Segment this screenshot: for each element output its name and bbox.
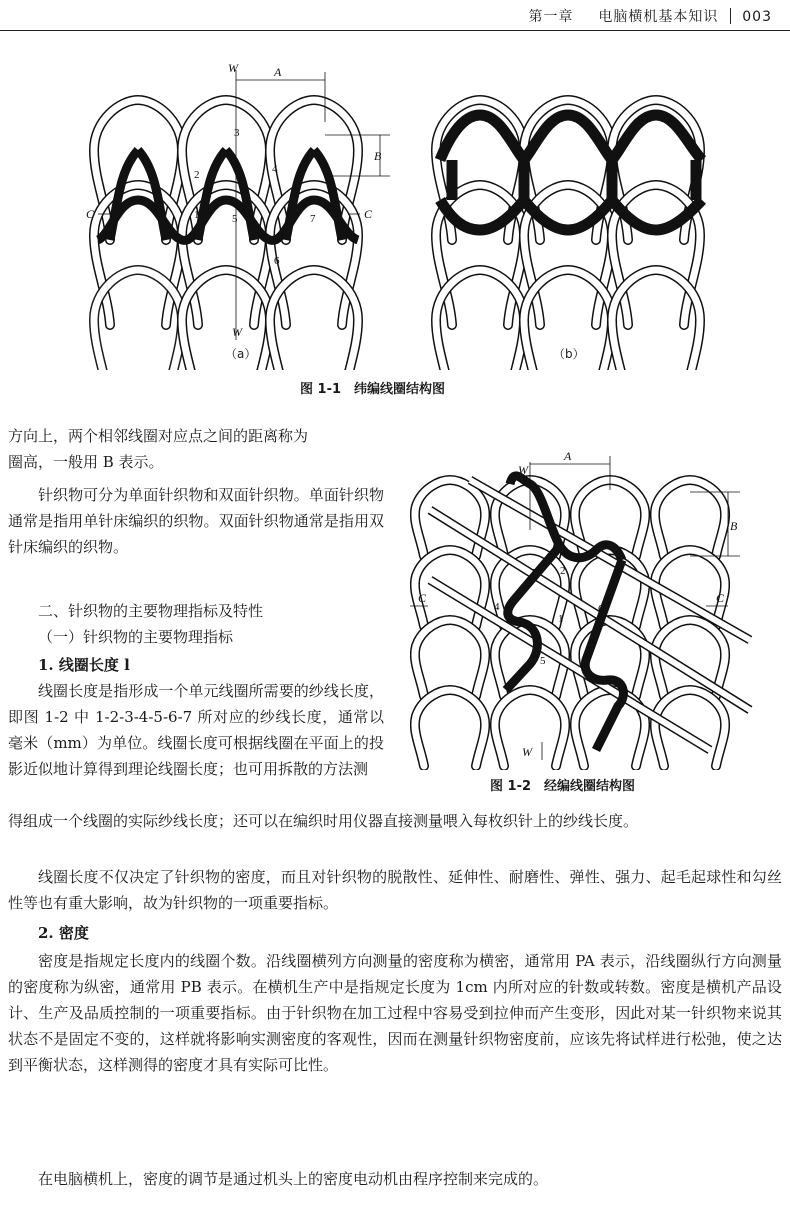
section-heading-2: 二、针织物的主要物理指标及特性 xyxy=(38,602,264,620)
fig2-label-1: 1 xyxy=(558,613,564,625)
paragraph-1-line-1: 方向上，两个相邻线圈对应点之间的距离称为 xyxy=(8,427,309,445)
figure-1-1b-diagram xyxy=(436,100,702,370)
fig1-label-3: 3 xyxy=(234,127,240,139)
figure-1-2-diagram xyxy=(410,450,750,766)
header-chapter: 第一章 xyxy=(528,9,574,25)
paragraph-5: 密度是指规定长度内的线圈个数。沿线圈横列方向测量的密度称为横密，通常用 PA 表示，沿线圈纵行方向测量的密度称为纵密，通常用 PB 表示。在横机生产中是指规定长度为 1cm 内所对应的针数或转数。密度是横机产品设计、生产及品质控制的一项重要指标。由于针织物在加工过程中容易受到拉伸而产生变形，因此对某一针织物来说其状态不是固定不变的，这样就将影响实测密度的客观性，因而在测量针织物密度前，应该先将试样进行松弛，使之达到平衡状态，这样测得的密度才具有实际可比性。 xyxy=(8,952,782,1074)
fig1-label-c-left: C xyxy=(86,207,95,221)
fig1-label-7: 7 xyxy=(310,213,316,225)
figure-1-1a-label: （a） xyxy=(225,347,257,361)
fig2-label-4: 4 xyxy=(494,601,500,613)
item-heading-2: 2. 密度 xyxy=(38,924,89,942)
fig1-label-a: A xyxy=(274,65,282,79)
fig2-label-c-right: C xyxy=(716,591,725,605)
header-text xyxy=(528,6,772,26)
figure-1-1-caption: 图 1-1 纬编线圈结构图 xyxy=(300,382,446,397)
fig1-label-c-right: C xyxy=(364,207,373,221)
header-divider xyxy=(730,8,731,24)
figure-1-1 xyxy=(60,50,740,370)
fig2-label-5: 5 xyxy=(540,655,546,667)
fig1-label-b: B xyxy=(374,149,382,163)
fig1-label-w-bottom: W xyxy=(232,325,242,339)
fig2-label-3: 3 xyxy=(532,567,538,579)
paragraph-1-line-2: 圈高，一般用 B 表示。 xyxy=(8,453,164,471)
fig2-label-w-bottom: W xyxy=(522,745,532,759)
paragraph-2: 针织物可分为单面针织物和双面针织物。单面针织物通常是指用单针床编织的织物。双面针织物通常是指用双针床编织的织物。 xyxy=(8,486,384,556)
figure-1-1a-diagram xyxy=(86,61,390,370)
fig2-label-6: 6 xyxy=(598,603,604,615)
fig1-label-w-top: W xyxy=(228,61,238,75)
paragraph-6: 在电脑横机上，密度的调节是通过机头上的密度电动机由程序控制来完成的。 xyxy=(38,1170,549,1188)
figure-1-2-caption: 图 1-2 经编线圈结构图 xyxy=(490,779,636,794)
page-number: 003 xyxy=(742,9,772,25)
fig1-label-5: 5 xyxy=(232,213,238,225)
header-title: 电脑横机基本知识 xyxy=(598,9,719,25)
fig2-label-c-left: C xyxy=(418,591,427,605)
fig2-label-2: 2 xyxy=(560,565,566,577)
paragraph-4: 线圈长度不仅决定了针织物的密度，而且对针织物的脱散性、延伸性、耐磨性、弹性、强力、起毛起球性和勾丝性等也有重大影响，故为针织物的一项重要指标。 xyxy=(8,868,782,912)
fig1-label-1: 1 xyxy=(194,209,200,221)
paragraph-3-continued: 得组成一个线圈的实际纱线长度；还可以在编织时用仪器直接测量喂入每枚织针上的纱线长度。 xyxy=(8,812,639,830)
figure-1-2 xyxy=(410,450,770,770)
figure-1-1b-label: （b） xyxy=(553,347,585,361)
fig1-label-6: 6 xyxy=(274,255,280,267)
fig1-label-4: 4 xyxy=(272,163,278,175)
fig2-label-b: B xyxy=(730,519,738,533)
page-header xyxy=(0,0,790,31)
paragraph-3: 线圈长度是指形成一个单元线圈所需要的纱线长度，即图 1-2 中 1-2-3-4-5-6-7 所对应的纱线长度，通常以毫米（mm）为单位。线圈长度可根据线圈在平面上的投影近似地计算得到理论线圈长度；也可用拆散的方法测 xyxy=(8,682,384,778)
item-heading-1: 1. 线圈长度 l xyxy=(38,656,130,674)
fig2-label-w-top: W xyxy=(518,463,528,477)
fig2-label-a: A xyxy=(564,450,572,463)
subsection-heading-1: （一）针织物的主要物理指标 xyxy=(38,628,234,646)
fig1-label-2: 2 xyxy=(194,169,200,181)
